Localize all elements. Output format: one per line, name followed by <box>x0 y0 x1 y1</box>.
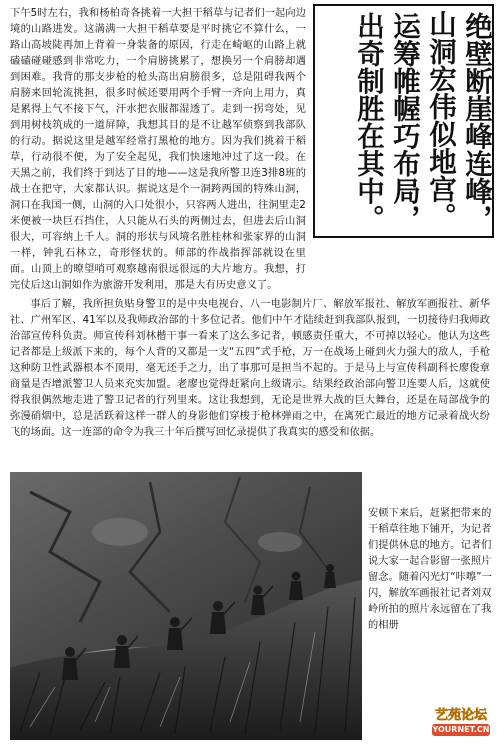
article-paragraph-2: 事后了解，我所担负贴身警卫的是中央电视台、八一电影制片厂、解放军报社、解放军画报社、新华社、广州军区、41军以及我师政治部的十多位记者。他们中午才陆续赶到我部队报到，一切接待归我师政治部宣传科负责。师宣传科刘林楷干事一看来了这么多记者，顿感责任重大，不可掉以轻心。他认为这些记者都是上级派下来的，每个人背的又都是一支“五四”式手枪，万一在战场上碰到火力强大的敌人，手枪这种防卫性武器根本不顶用，毫无还手之力，出了事那可是担当不起的。于是马上与宣传科副科长廖俊章商量是否增派警卫人员来充实加盟。老廖也觉得赶紧向上级请示。结果经政治部向警卫连要人后，这就使得我很偶然地走进了警卫记者的行列里来。这让我想到，无论是世界大战的巨大舞台，还是在局部战争的弥漫硝烟中，总是活跃着这样一群人的身影他们穿梭于枪林弹雨之中，在离死亡最近的地方记录着战火纷飞的场面。这一连部的命令为我三十年后撰写回忆录提供了我真实的感受和依据。 <box>10 299 490 438</box>
watermark-site-name: 艺苑论坛 <box>434 708 487 723</box>
article-paragraph-3: 安顿下来后，赶紧把带来的干稻草往地下铺开，为记者们提供休息的地方。记者们说大家一起合影留一张照片留念。随着闪光灯“咔嚓”一闪，解放军画报社记者刘双岭所拍的照片永远留在了我的相册 <box>368 508 492 631</box>
poem-line-2: 山洞宏伟似地宫。 <box>424 10 456 230</box>
poem-line-3: 运筹帷幄巧布局， <box>388 12 420 232</box>
watermark-url: YOURNET.CN <box>432 725 490 734</box>
poem-line-4: 出奇制胜在其中。 <box>352 12 384 232</box>
forum-watermark-logo <box>428 704 494 740</box>
poem-box <box>313 4 494 238</box>
poem-line-1: 绝壁断崖峰连峰， <box>460 12 492 232</box>
soldiers-cliff-photo <box>10 472 362 740</box>
article-paragraph-1: 下午5时左右，我和杨柏奇各挑着一大担干稻草与记者们一起向边境的山路进发。这满满一大担干稻草要是平时挑它不算什么，一路山高坡陡再加上背着一身装备的原因，行走在崎岖的山路上就磕磕碰碰感到非常吃力，一个肩膀挑累了，想换另一个肩膀却遇到困难。我背的那支步枪的枪头高出肩膀很多，总是阻碍我两个肩膀来回轮流挑担，很多时候还要用两个手臂一齐向上用力，真是累得上气不接下气，汗水把衣服都湿透了。走到一拐弯处，见到用树枝筑成的一道屏障，我想其目的是不让越军侦察到我部队的行动。据说这里是越军经常打黑枪的地方。因为我们挑着干稻草，行动很不便，为了安全起见，我们快速地冲过了这一段。在天黑之前，我们终于到达了目的地——这是我所警卫连3排8班的战士在把守，大家都认识。据说这是个一洞跨两国的特殊山洞，洞口在我国一侧，山洞的入口处很小，只容两人进出，往洞里走2米便被一块巨石挡住，人只能从石头的两侧过去，但进去后山洞很大，可容纳上千人。洞的形状与风境名胜桂林和张家界的山洞一样，钟乳石林立，奇形怪状的。师部的作战指挥部就设在里面。山顶上的暸望哨可观察越南很远很远的大片地方。我想，打完仗后这山洞如作为旅游开发利用，那是大有历史意义了。 <box>10 8 306 291</box>
